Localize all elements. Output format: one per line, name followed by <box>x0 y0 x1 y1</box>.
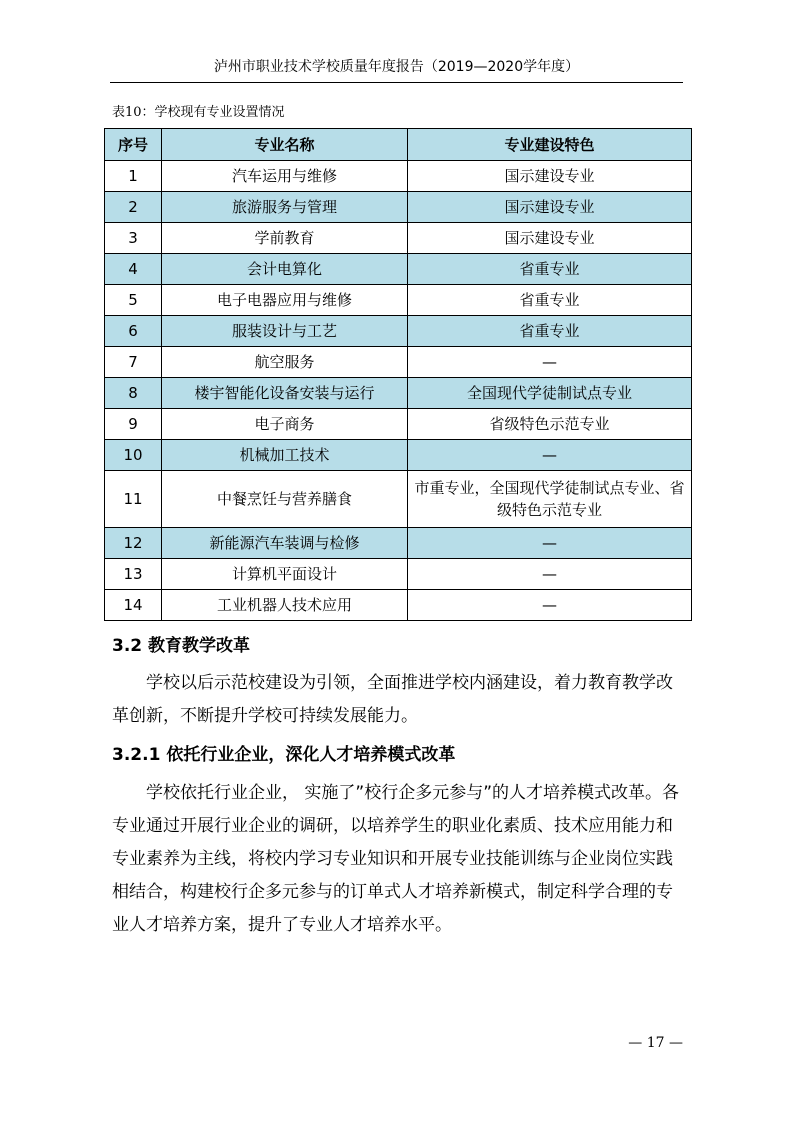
row-feature: 省重专业 <box>408 254 692 285</box>
row-feature: 省重专业 <box>408 285 692 316</box>
row-feature: — <box>408 440 692 471</box>
table-row <box>105 285 692 316</box>
row-name: 电子电器应用与维修 <box>162 285 408 316</box>
row-name: 工业机器人技术应用 <box>162 590 408 621</box>
table-row <box>105 254 692 285</box>
row-feature: 国示建设专业 <box>408 192 692 223</box>
table-row <box>105 409 692 440</box>
row-name: 机械加工技术 <box>162 440 408 471</box>
row-feature: 市重专业，全国现代学徒制试点专业、省级特色示范专业 <box>408 471 692 528</box>
row-name: 电子商务 <box>162 409 408 440</box>
table-row <box>105 590 692 621</box>
row-name: 楼宇智能化设备安装与运行 <box>162 378 408 409</box>
row-name: 会计电算化 <box>162 254 408 285</box>
row-no: 8 <box>105 378 162 409</box>
row-name: 中餐烹饪与营养膳食 <box>162 471 408 528</box>
row-feature: 国示建设专业 <box>408 161 692 192</box>
table-caption: 表10：学校现有专业设置情况 <box>112 105 285 120</box>
section-paragraph-3-2-1: 学校依托行业企业， 实施了”校行企多元参与”的人才培养模式改革。各专业通过开展行业企业的调研，以培养学生的职业化素质、技术应用能力和专业素养为主线，将校内学习专业知识和开展专业技能训练与企业岗位实践相结合，构建校行企多元参与的订单式人才培养新模式，制定科学合理的专业人才培养方案，提升了专业人才培养水平。 <box>112 783 680 935</box>
row-no: 3 <box>105 223 162 254</box>
row-no: 1 <box>105 161 162 192</box>
table-row <box>105 378 692 409</box>
column-header-feature: 专业建设特色 <box>408 129 692 161</box>
table-row <box>105 440 692 471</box>
row-no: 14 <box>105 590 162 621</box>
table-row <box>105 471 692 528</box>
row-no: 4 <box>105 254 162 285</box>
row-no: 12 <box>105 528 162 559</box>
row-name: 计算机平面设计 <box>162 559 408 590</box>
row-feature: 省重专业 <box>408 316 692 347</box>
table-row <box>105 528 692 559</box>
header-divider <box>110 82 683 83</box>
row-name: 航空服务 <box>162 347 408 378</box>
page-header: 泸州市职业技术学校质量年度报告（2019—2020学年度） <box>213 59 580 75</box>
section-paragraph-3-2: 学校以后示范校建设为引领，全面推进学校内涵建设，着力教育教学改革创新，不断提升学校可持续发展能力。 <box>112 673 673 726</box>
table-row <box>105 192 692 223</box>
table-row <box>105 316 692 347</box>
column-header-name: 专业名称 <box>162 129 408 161</box>
row-no: 13 <box>105 559 162 590</box>
table-row <box>105 223 692 254</box>
row-feature: 省级特色示范专业 <box>408 409 692 440</box>
column-header-no: 序号 <box>105 129 162 161</box>
table-header-row <box>105 129 692 161</box>
table-row <box>105 559 692 590</box>
row-name: 服装设计与工艺 <box>162 316 408 347</box>
row-no: 2 <box>105 192 162 223</box>
row-feature: 国示建设专业 <box>408 223 692 254</box>
row-no: 7 <box>105 347 162 378</box>
row-feature: — <box>408 559 692 590</box>
section-heading-3-2-1: 3.2.1 依托行业企业，深化人才培养模式改革 <box>112 745 456 765</box>
row-no: 10 <box>105 440 162 471</box>
table-row <box>105 161 692 192</box>
row-name: 学前教育 <box>162 223 408 254</box>
row-feature: — <box>408 347 692 378</box>
row-feature: — <box>408 528 692 559</box>
row-name: 新能源汽车装调与检修 <box>162 528 408 559</box>
row-no: 11 <box>105 471 162 528</box>
section-heading-3-2: 3.2 教育教学改革 <box>112 636 251 656</box>
row-no: 5 <box>105 285 162 316</box>
page-number: — 17 — <box>628 1035 683 1051</box>
row-feature: — <box>408 590 692 621</box>
row-no: 6 <box>105 316 162 347</box>
majors-table <box>104 128 692 621</box>
row-name: 旅游服务与管理 <box>162 192 408 223</box>
row-no: 9 <box>105 409 162 440</box>
table-row <box>105 347 692 378</box>
row-feature: 全国现代学徒制试点专业 <box>408 378 692 409</box>
row-name: 汽车运用与维修 <box>162 161 408 192</box>
